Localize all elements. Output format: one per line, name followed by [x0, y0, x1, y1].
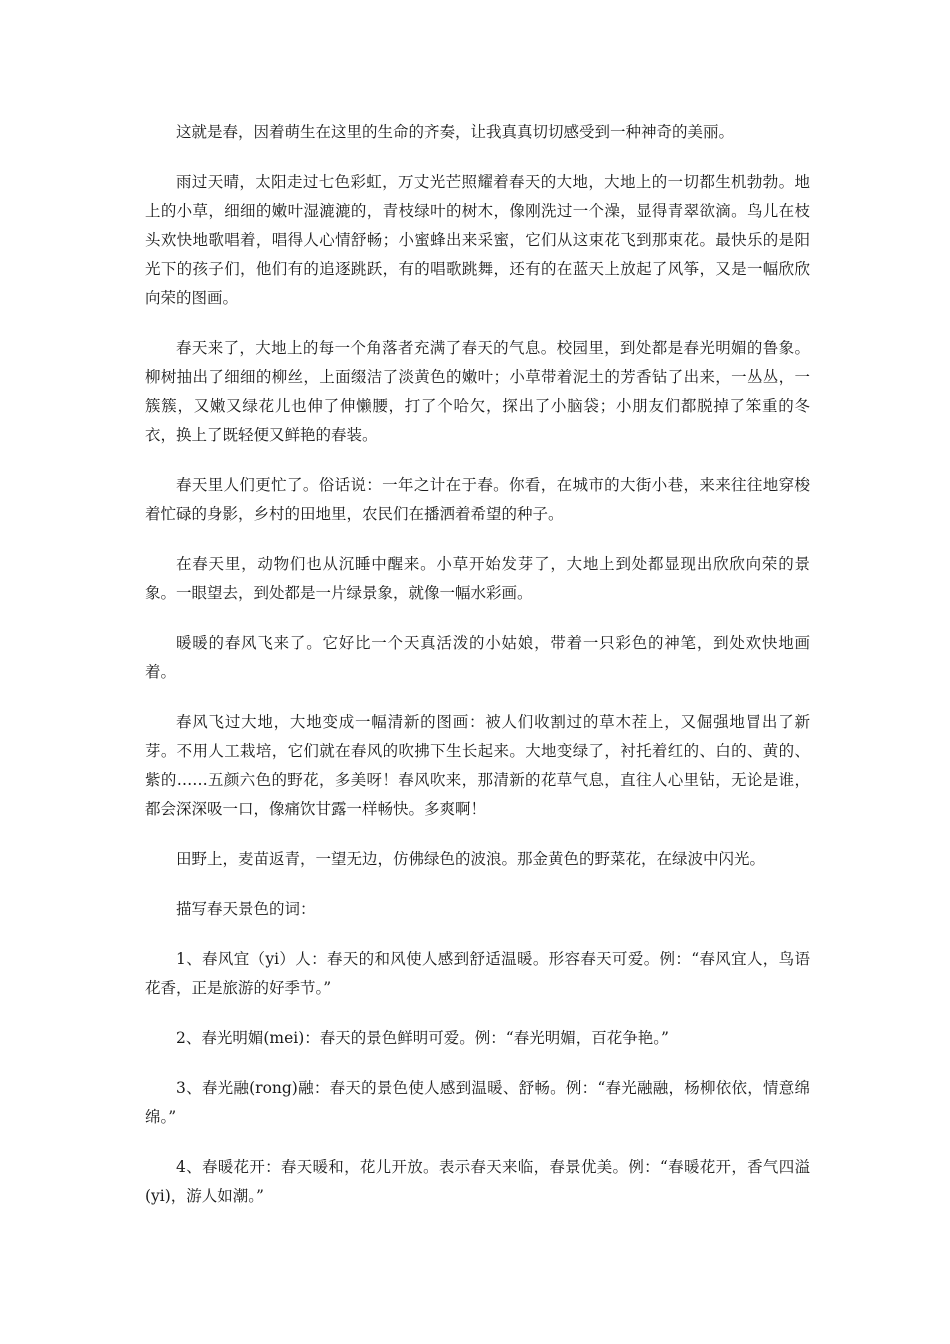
- paragraph: 雨过天晴，太阳走过七色彩虹，万丈光芒照耀着春天的大地，大地上的一切都生机勃勃。地上的小草，细细的嫩叶湿漉漉的，青枝绿叶的树木，像刚洗过一个澡，显得青翠欲滴。鸟儿在枝头欢快地歌唱着，唱得人心情舒畅；小蜜蜂出来采蜜，它们从这束花飞到那束花。最快乐的是阳光下的孩子们，他们有的追逐跳跃，有的唱歌跳舞，还有的在蓝天上放起了风筝，又是一幅欣欣向荣的图画。: [145, 173, 810, 307]
- list-item: 2、春光明媚(mei)：春天的景色鲜明可爱。例：“春光明媚，百花争艳。”: [176, 1029, 669, 1047]
- document-body: [145, 118, 810, 1232]
- paragraph: 春天里人们更忙了。俗话说：一年之计在于春。你看，在城市的大街小巷，来来往往地穿梭着忙碌的身影，乡村的田地里，农民们在播洒着希望的种子。: [145, 476, 810, 523]
- section-heading: 描写春天景色的词：: [176, 900, 316, 918]
- list-item: 1、春风宜（yi）人：春天的和风使人感到舒适温暖。形容春天可爱。例：“春风宜人，鸟语花香，正是旅游的好季节。”: [145, 950, 810, 997]
- paragraph: 春风飞过大地，大地变成一幅清新的图画：被人们收割过的草木茬上，又倔强地冒出了新芽。不用人工栽培，它们就在春风的吹拂下生长起来。大地变绿了，衬托着红的、白的、黄的、紫的……五颜六色的野花，多美呀！春风吹来，那清新的花草气息，直往人心里钻，无论是谁，都会深深吸一口，像痛饮甘露一样畅快。多爽啊！: [145, 713, 810, 818]
- paragraph: 这就是春，因着萌生在这里的生命的齐奏，让我真真切切感受到一种神奇的美丽。: [176, 123, 735, 141]
- paragraph: 在春天里，动物们也从沉睡中醒来。小草开始发芽了，大地上到处都显现出欣欣向荣的景象。一眼望去，到处都是一片绿景象，就像一幅水彩画。: [145, 555, 810, 602]
- list-item: 4、春暖花开：春天暖和，花儿开放。表示春天来临，春景优美。例：“春暖花开，香气四溢(yi)，游人如潮。”: [145, 1158, 810, 1205]
- paragraph: 暖暖的春风飞来了。它好比一个天真活泼的小姑娘，带着一只彩色的神笔，到处欢快地画着。: [145, 634, 810, 681]
- paragraph: 春天来了，大地上的每一个角落者充满了春天的气息。校园里，到处都是春光明媚的鲁象。柳树抽出了细细的柳丝，上面缀洁了淡黄色的嫩叶；小草带着泥土的芳香钻了出来，一丛丛，一簇簇，又嫩又绿花儿也伸了伸懒腰，打了个哈欠，探出了小脑袋；小朋友们都脱掉了笨重的冬衣，换上了既轻便又鲜艳的春装。: [145, 339, 810, 444]
- paragraph: 田野上，麦苗返青，一望无边，仿佛绿色的波浪。那金黄色的野菜花，在绿波中闪光。: [176, 850, 766, 868]
- list-item: 3、春光融(rong)融：春天的景色使人感到温暖、舒畅。例：“春光融融，杨柳依依，情意绵绵。”: [145, 1079, 810, 1126]
